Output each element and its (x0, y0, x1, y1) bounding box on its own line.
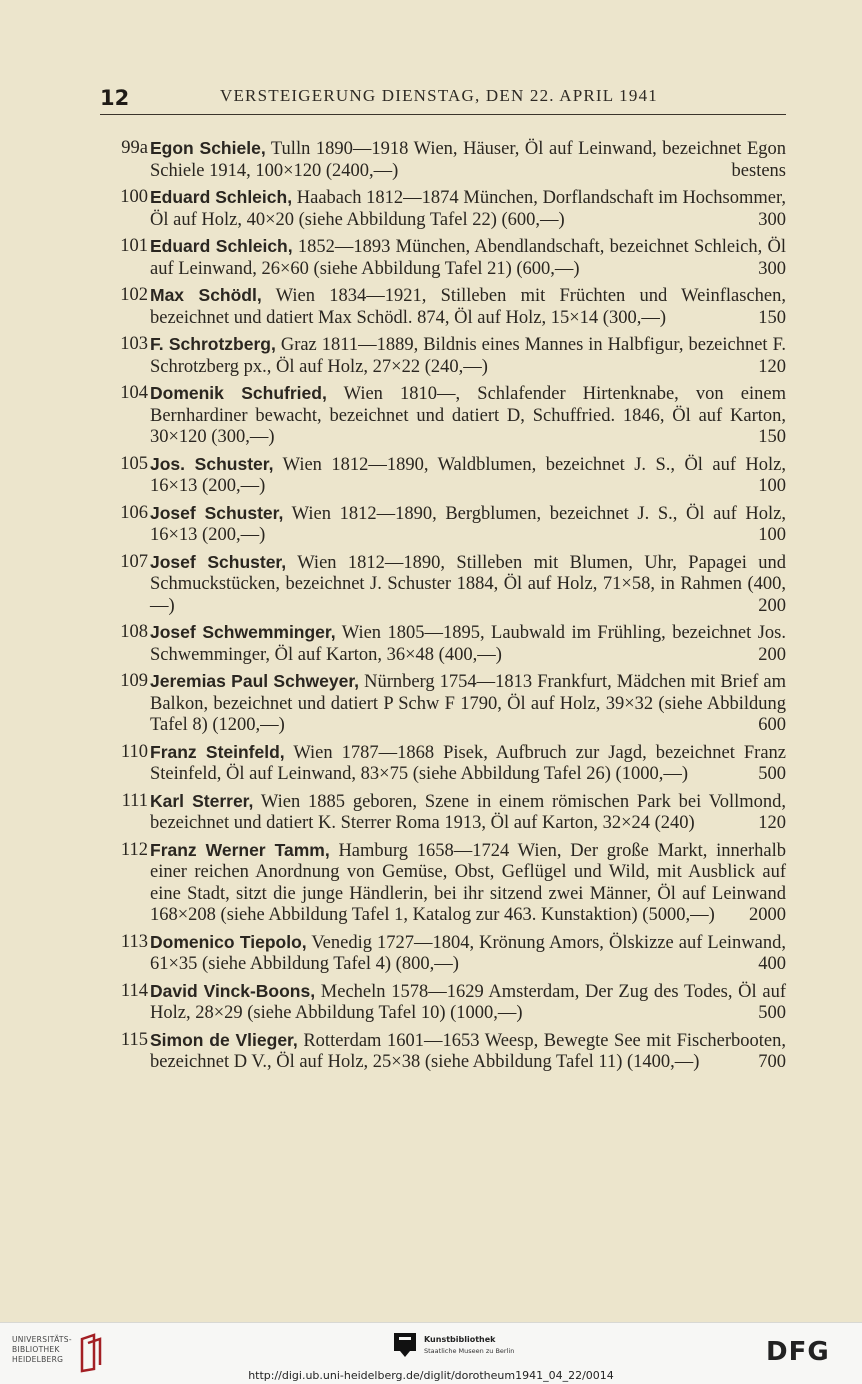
lot-price: 2000 (749, 905, 786, 925)
catalog-entry (0, 138, 862, 182)
catalog-entry (0, 236, 862, 280)
artist-name: Eduard Schleich, (150, 187, 293, 207)
lot-description: Hamburg 1658—1724 Wien, Der große Markt, innerhalb einer reichen Anordnung von Gemüse, Obst, Geflügel und Wild, mit Ausblick auf eine Stadt, sitzt die junge Händlerin, bei ihr sitzend zwei Männer, Öl auf Leinwand 168×208 (siehe Abbildung Tafel 1, Katalog zur 463. Kunstaktion) (5000,—) (150, 840, 787, 925)
lot-number: 105 (120, 453, 148, 474)
page-number: 12 (100, 86, 130, 110)
entry-text (150, 383, 786, 449)
kunstbibliothek-name: Kunstbibliothek (424, 1335, 496, 1344)
lot-description: Haabach 1812—1874 München, Dorflandschaft im Hochsommer, Öl auf Holz, 40×20 (siehe Abbildung Tafel 22) (600,—) (150, 188, 787, 230)
lot-number: 102 (120, 285, 148, 305)
lot-price: 120 (758, 356, 786, 377)
catalog-entry (0, 622, 862, 666)
artist-name: Egon Schiele, (150, 138, 266, 158)
artist-name: Max Schödl, (150, 285, 262, 305)
lot-price: 150 (758, 427, 786, 447)
lot-description: Graz 1811—1889, Bildnis eines Mannes in Halbfigur, bezeichnet F. Schrotzberg px., Öl auf Holz, 27×22 (240,—) (150, 335, 787, 377)
lot-price: 120 (758, 813, 786, 833)
artist-name: Domenik Schufried, (150, 383, 327, 403)
ub-heidelberg-label: UNIVERSITÄTS-BIBLIOTHEK HEIDELBERG (12, 1335, 72, 1364)
lot-description: Wien 1787—1868 Pisek, Aufbruch zur Jagd, bezeichnet Franz Steinfeld, Öl auf Leinwand, 83×75 (siehe Abbildung Tafel 26) (1000,—) (150, 742, 786, 784)
lot-number: 101 (120, 236, 148, 256)
permalink-url[interactable]: http://digi.ub.uni-heidelberg.de/diglit/dorotheum1941_04_22/0014 (248, 1369, 614, 1382)
lot-price: 100 (758, 476, 786, 496)
entry-text (150, 285, 786, 329)
lot-number: 110 (120, 741, 148, 762)
lot-description: Nürnberg 1754—1813 Frankfurt, Mädchen mit Brief am Balkon, bezeichnet und datiert P Schw F 1790, Öl auf Holz, 39×32 (siehe Abbildung Tafel 8) (1200,—) (150, 672, 786, 735)
lot-description: Wien 1885 geboren, Szene in einem römischen Park bei Vollmond, bezeichnet und datiert K. Sterrer Roma 1913, Öl auf Karton, 32×24 (240) (150, 791, 786, 833)
catalog-entry (0, 187, 862, 231)
lot-description: Wien 1805—1895, Laubwald im Frühling, bezeichnet Jos. Schwemminger, Öl auf Karton, 36×48 (400,—) (150, 623, 786, 665)
lot-price: 300 (758, 258, 786, 279)
dfg-logo[interactable]: DFG (766, 1337, 830, 1367)
lot-description: Wien 1834—1921, Stilleben mit Früchten und Weinflaschen, bezeichnet und datiert Max Schödl. 874, Öl auf Holz, 15×14 (300,—) (150, 286, 787, 328)
lot-description: Mecheln 1578—1629 Amsterdam, Der Zug des Todes, Öl auf Holz, 28×29 (siehe Abbildung Tafel 10) (1000,—) (150, 981, 786, 1023)
entry-text (150, 454, 786, 498)
artist-name: Franz Werner Tamm, (150, 839, 330, 860)
lot-description: Rotterdam 1601—1653 Weesp, Bewegte See mit Fischerbooten, bezeichnet D V., Öl auf Holz, 25×38 (siehe Abbildung Tafel 11) (1400,—) (150, 1030, 787, 1072)
lot-number: 103 (120, 334, 148, 354)
lot-price: 500 (758, 764, 786, 784)
artist-name: Simon de Vlieger, (150, 1029, 298, 1050)
lot-number: 113 (120, 931, 148, 952)
lot-description: Wien 1812—1890, Bergblumen, bezeichnet J. S., Öl auf Holz, 16×13 (200,—) (150, 503, 786, 545)
lot-description: Wien 1812—1890, Waldblumen, bezeichnet J. S., Öl auf Holz, 16×13 (200,—) (150, 454, 787, 496)
lot-price: 200 (758, 644, 786, 665)
kunstbibliothek-mark-icon (394, 1333, 416, 1357)
catalog-entry (0, 383, 862, 449)
entry-text (150, 187, 786, 231)
catalog-entry (0, 454, 862, 498)
lot-price: 400 (758, 954, 786, 974)
lot-number: 107 (120, 551, 148, 572)
artist-name: Josef Schwemminger, (150, 622, 336, 642)
kunstbibliothek-subtitle: Staatliche Museen zu Berlin (424, 1347, 515, 1355)
lot-number: 109 (120, 671, 148, 691)
catalog-entry (0, 285, 862, 329)
lot-description: 1852—1893 München, Abendlandschaft, bezeichnet Schleich, Öl auf Leinwand, 26×60 (siehe Abbildung Tafel 21) (600,—) (150, 237, 787, 279)
lot-price: 600 (758, 715, 786, 735)
lot-description: Venedig 1727—1804, Krönung Amors, Ölskizze auf Leinwand, 61×35 (siehe Abbildung Tafel 4) (800,—) (150, 932, 786, 974)
lot-number: 108 (120, 622, 148, 642)
artist-name: Domenico Tiepolo, (150, 931, 307, 952)
lot-description: Wien 1810—, Schlafender Hirtenknabe, von einem Bernhardiner bewacht, bezeichnet und datiert D, Schuffried. 1846, Öl auf Karton, 30×120 (300,—) (150, 384, 786, 447)
lot-number: 106 (120, 502, 148, 523)
entry-text (150, 503, 786, 547)
entry-text (150, 791, 786, 835)
page-title: VERSTEIGERUNG DIENSTAG, DEN 22. APRIL 1941 (220, 86, 658, 105)
catalog-entry (0, 932, 862, 976)
catalog-entry (0, 503, 862, 547)
entry-text (150, 742, 786, 786)
catalog-entry (0, 552, 862, 618)
artist-name: Josef Schuster, (150, 502, 284, 523)
entry-text (150, 932, 786, 976)
ub-heidelberg-mark-icon (78, 1333, 104, 1373)
lot-number: 111 (121, 790, 148, 811)
artist-name: David Vinck-Boons, (150, 980, 316, 1001)
entry-text (150, 981, 786, 1025)
entry-text (150, 671, 786, 737)
lot-number: 99a (121, 138, 148, 158)
entry-text (150, 236, 786, 280)
entry-text (150, 552, 786, 618)
entry-text (150, 138, 786, 182)
lot-number: 104 (120, 383, 148, 403)
catalog-entry (0, 840, 862, 927)
entry-text (150, 840, 786, 927)
catalog-entry (0, 334, 862, 378)
artist-name: Franz Steinfeld, (150, 741, 285, 762)
entry-text (150, 622, 786, 666)
entry-text (150, 334, 786, 378)
lot-price: 500 (758, 1003, 786, 1023)
viewer-footer (0, 1322, 862, 1384)
lot-price: 300 (758, 209, 786, 230)
entry-text (150, 1030, 786, 1074)
artist-name: Eduard Schleich, (150, 236, 293, 256)
artist-name: Josef Schuster, (150, 551, 287, 572)
lot-description: Wien 1812—1890, Stilleben mit Blumen, Uhr, Papagei und Schmuckstücken, bezeichnet J. Schuster 1884, Öl auf Holz, 71×58, in Rahmen (400,—) (150, 552, 786, 616)
artist-name: F. Schrotzberg, (150, 334, 276, 354)
lot-number: 115 (120, 1029, 148, 1050)
lot-number: 100 (120, 187, 148, 207)
catalog-entries (0, 138, 862, 1079)
kunstbibliothek-logo[interactable] (394, 1333, 544, 1365)
lot-price: 200 (758, 595, 786, 616)
catalog-entry (0, 981, 862, 1025)
page-header (100, 84, 786, 115)
lot-description: Tulln 1890—1918 Wien, Häuser, Öl auf Leinwand, bezeichnet Egon Schiele 1914, 100×120 (2400,—) (150, 139, 786, 181)
catalog-entry (0, 1030, 862, 1074)
artist-name: Jos. Schuster, (150, 453, 274, 474)
lot-price: bestens (731, 160, 786, 181)
lot-price: 700 (758, 1052, 786, 1072)
lot-number: 112 (120, 839, 148, 860)
lot-price: 150 (758, 307, 786, 328)
lot-price: 100 (758, 525, 786, 545)
artist-name: Jeremias Paul Schweyer, (150, 671, 360, 691)
lot-number: 114 (120, 980, 148, 1001)
catalog-entry (0, 742, 862, 786)
catalog-entry (0, 671, 862, 737)
artist-name: Karl Sterrer, (150, 790, 254, 811)
catalog-entry (0, 791, 862, 835)
